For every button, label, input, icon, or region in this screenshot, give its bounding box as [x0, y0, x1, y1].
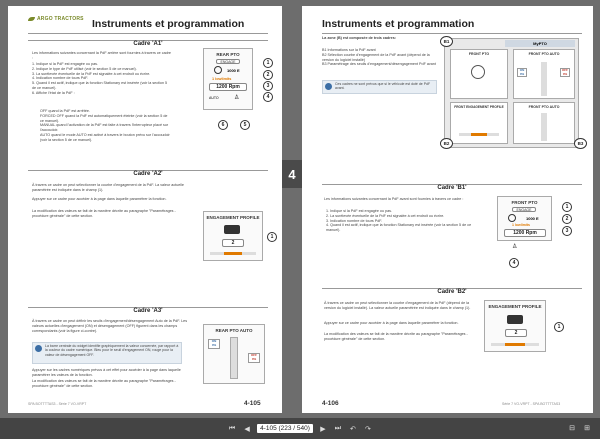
a1-items: [32, 62, 172, 96]
a1-sub-items: [40, 109, 172, 143]
a2-text3: La modification des valeurs se fait de la manière décrite au paragraphe "Paramétrages - procédure générale" de cette section.: [32, 209, 176, 218]
front-pto-widget: [497, 196, 552, 241]
last-page-icon[interactable]: ⏭: [334, 424, 342, 432]
callout-b3: B3: [574, 138, 587, 149]
widget-title: ENGAGEMENT PROFILE: [206, 215, 260, 220]
b2-text2: Appuyer sur ce cadre pour accéder à la page dans laquelle paramétrer la fonction.: [324, 321, 459, 325]
profile-bar: [210, 252, 256, 255]
panel-front-pto-auto[interactable]: [513, 49, 575, 99]
panel-title: FRONT ENGAGEMENT PROFILE: [454, 105, 504, 109]
a2-text2: Appuyer sur ce cadre pour accéder à la page dans laquelle paramétrer la fonction.: [32, 197, 167, 201]
section-heading-a1: Cadre 'A1': [133, 41, 163, 47]
section-b-heading: La zone (B) est composée de trois cadres:: [322, 36, 396, 40]
callout-5: 5: [240, 120, 250, 130]
zoom-in-icon[interactable]: ⊞: [584, 425, 590, 432]
on-threshold[interactable]: ON 0%: [208, 339, 220, 349]
section-heading-a2: Cadre 'A2': [133, 171, 163, 177]
mode-pill: ENGAGE: [216, 59, 240, 64]
info-note: La barre centrale du widget identifie graphiquement la valeur concernée, par rapport à la couleur du cadre numérique. Bleu pour le seuil d'engagement ON, rouge pour la valeur de désengagement OFF.: [32, 342, 182, 364]
back-icon[interactable]: ↶: [350, 425, 356, 433]
pto-icon: [508, 214, 516, 222]
list-item: 5. Quand il est actif, indique que la fonction Stationary est insérée (voir la section 5 de ce manuel).: [32, 81, 168, 90]
list-item: 3. La surélevée éventuelle de la PdF est signalée à cet endroit ou écrire.: [32, 71, 151, 76]
list-item: 4. Quand il est actif, indique que la fonction Stationary est insérée (voir la section 5 de ce manuel).: [326, 223, 472, 233]
list-item: 3. Indication nombre de tours PdF.: [326, 218, 383, 223]
off-threshold[interactable]: OFF 0%: [562, 68, 568, 76]
chapter-tab: 4: [282, 160, 302, 188]
list-item: MANUAL quand l'activation de la PdF est faite à travers l'interrupteur placé sur l'accoudoir.: [40, 123, 169, 133]
rear-pto-widget: [203, 48, 253, 110]
forward-icon[interactable]: ↷: [365, 425, 371, 433]
b-items: [322, 48, 437, 67]
b1-intro: Les informations suivantes concernant la PdF avant sont fournies à travers ce cadre :: [324, 197, 464, 201]
b2-text3: La modification des valeurs se fait de la manière décrite au paragraphe "Paramétrages - procédure générale" de cette section.: [324, 332, 468, 341]
page-footer: SPA BOTTTTAS3 - Série 7 VO-VRPT: [28, 402, 87, 406]
callout-b1: B1: [440, 36, 453, 47]
profile-value: 2: [505, 329, 527, 337]
status-text: 1 lowlimits: [512, 223, 530, 227]
list-item: AUTO quand le mode AUTO est activé à travers le bouton prévu sur l'accoudoir (voir la section 5 de ce manuel).: [40, 132, 170, 142]
profile-bar: [459, 133, 499, 136]
callout-1: 1: [263, 58, 273, 68]
b1-items: [326, 209, 476, 233]
threshold-bar: [541, 113, 547, 141]
list-item: B1 Informations sur la PdF avant: [322, 48, 376, 52]
section-heading-b2: Cadre 'B2': [437, 289, 467, 295]
mode-pill: ENGAGE: [512, 207, 536, 212]
leaf-icon: [28, 17, 35, 21]
engagement-profile-widget: [484, 300, 546, 352]
callout-6: 6: [218, 120, 228, 130]
title-rule: [322, 33, 582, 34]
callout-1: 1: [562, 202, 572, 212]
page-title: Instruments et programmation: [92, 18, 245, 30]
list-item: OFF quand la PdF est arrêtée.: [40, 109, 91, 113]
rpm-readout: 1200 Rpm: [209, 83, 247, 91]
a1-intro: Les informations suivantes concernant la PdF arrière sont fournies à travers ce cadre :: [32, 51, 171, 60]
list-item: B3 Paramétrage des seuils d'engagement/désengagement PdF avant: [322, 62, 436, 67]
profile-bar: [491, 343, 539, 346]
widget-title: REAR PTO AUTO: [215, 328, 253, 333]
profile-value: 2: [222, 239, 244, 247]
profile-bar-fill: [224, 252, 242, 255]
list-item: 4. Indication nombre de tours PdF.: [32, 76, 89, 81]
page-footer: Série 7 VO-VRPT - SPA BOTTTTAS3: [502, 402, 561, 406]
callout-4: 4: [263, 92, 273, 102]
callout-b2: B2: [440, 138, 453, 149]
info-note: Ces cadres ne sont prévus que si le véhicule est doté de PdF avant.: [322, 80, 437, 94]
next-page-icon[interactable]: ▶: [320, 425, 326, 433]
status-text: 1 lowlimits: [212, 77, 232, 81]
argo-logo: ARGO TRACTORS: [28, 16, 84, 22]
a3-text3: La modification des valeurs se fait de la manière décrite au paragraphe "Paramétrages - procédure générale" de cette section.: [32, 379, 176, 388]
stationary-icon: ♙: [234, 95, 240, 101]
page-4-105: [8, 6, 282, 413]
widget-title: ENGAGEMENT PROFILE: [488, 304, 542, 309]
a2-text1: À travers ce cadre on peut sélectionner la courbe d'engagement de la PdF. La valeur actuelle paramétrée est indiquée dans le champ (1).: [32, 183, 184, 192]
widget-title: FRONT PTO: [511, 200, 538, 205]
a3-text2: Appuyer sur les cadres numériques prévus à cet effet pour accéder à la page dans laquelle paramétrer les valeurs de la fonction.: [32, 368, 181, 377]
tractor-icon: [224, 225, 240, 234]
off-threshold[interactable]: OFF 0%: [248, 353, 260, 363]
tractor-icon: [507, 315, 523, 324]
front-pto-screen: [444, 38, 579, 148]
panel-front-pto[interactable]: [450, 49, 508, 99]
rpm-readout: 1200 Rpm: [504, 229, 546, 237]
list-item: 2. La surélevée éventuelle de la PdF est signalée à cet endroit ou écrire.: [326, 213, 445, 218]
list-item: B2 Sélection courbe d'engagement de la PdF avant (dépend de la version du logiciel installé): [322, 52, 430, 62]
callout-2: 2: [562, 214, 572, 224]
page-4-106: [302, 6, 593, 413]
info-icon: [325, 83, 332, 90]
title-rule: [28, 33, 268, 34]
widget-title: REAR PTO: [216, 52, 240, 57]
list-item: FORCED OFF quand la PdF est automatiquement éteinte (voir la section 5 de ce manuel).: [40, 113, 168, 123]
callout-4: 4: [509, 258, 519, 268]
section-heading-a3: Cadre 'A3': [133, 308, 163, 314]
zoom-out-icon[interactable]: ⊟: [569, 425, 575, 432]
page-title: Instruments et programmation: [322, 18, 475, 30]
tab-mypto[interactable]: MyPTO: [505, 40, 575, 47]
panel-front-engagement-profile[interactable]: [450, 102, 508, 144]
list-item: 2. Indique le type de PdF utilisé (voir le section 5 de ce manuel).: [32, 66, 137, 71]
list-item: 6. Affiche l'état de la PdF :: [32, 90, 75, 95]
section-heading-b1: Cadre 'B1': [437, 185, 467, 191]
pto-icon: [471, 65, 485, 79]
callout-3: 3: [562, 226, 572, 236]
page-number: 4-106: [322, 400, 339, 407]
panel-title: FRONT PTO AUTO: [528, 52, 560, 56]
list-item: 1. Indique si la PdF est engagée ou pas.: [32, 62, 99, 66]
callout-1: 1: [267, 232, 277, 242]
auto-label: AUTO: [209, 96, 219, 100]
list-item: 1. Indique si la PdF est engagée ou pas.: [326, 209, 393, 213]
a3-text1: À travers ce cadre on peut définir les seuils d'engagement/désengagement Auto de la PdF. Les valeurs actuelles d'engagement (ON) et désengagement (OFF) figurent dans les champs correspondants (voir la figure ci-contre).: [32, 319, 188, 333]
viewer-toolbar: [0, 418, 600, 439]
toolbar-right: [567, 423, 592, 433]
pto-value: 1000 E: [227, 68, 240, 73]
pto-value: 1000 E: [526, 216, 539, 221]
threshold-bar: [541, 62, 547, 96]
page-number: 4-105: [244, 400, 261, 407]
engagement-profile-widget: [203, 211, 263, 261]
profile-bar-fill: [471, 133, 487, 136]
rear-pto-auto-widget: [203, 324, 265, 384]
on-threshold[interactable]: ON 0%: [517, 68, 527, 77]
callout-3: 3: [263, 81, 273, 91]
panel-title: FRONT PTO: [468, 52, 490, 56]
profile-bar-fill: [505, 343, 524, 346]
info-icon: [35, 345, 42, 352]
pto-icon: [214, 66, 222, 74]
panel-front-pto-auto-2[interactable]: [513, 102, 575, 144]
first-page-icon[interactable]: ⏮: [228, 424, 236, 432]
b2-text1: À travers ce cadre on peut sélectionner la courbe d'engagement de la PdF (dépend de la version du logiciel installé). La valeur actuelle paramétrée est indiquée dans le champ (1).: [324, 301, 471, 310]
panel-title: FRONT PTO AUTO: [528, 105, 560, 109]
threshold-bar: [230, 337, 238, 379]
callout-1: 1: [554, 322, 564, 332]
stationary-icon: ♙: [512, 244, 518, 250]
page-indicator[interactable]: 4-105 (223 / 540): [257, 424, 313, 433]
prev-page-icon[interactable]: ◀: [244, 425, 250, 433]
callout-2: 2: [263, 70, 273, 80]
